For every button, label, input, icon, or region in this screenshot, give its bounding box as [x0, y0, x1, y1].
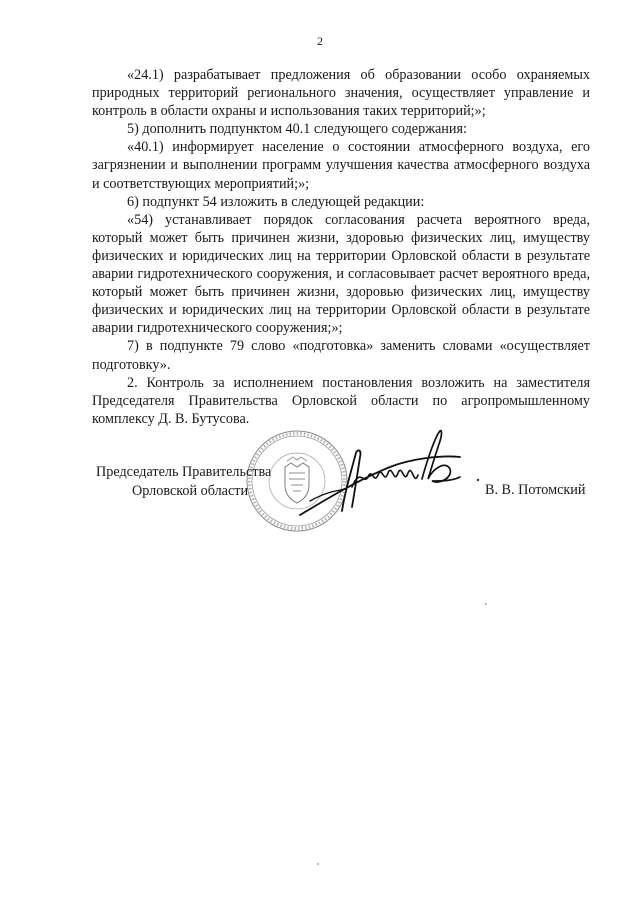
document-body — [92, 66, 590, 428]
scan-speck — [316, 862, 320, 866]
paragraph: «40.1) информирует население о состоянии атмосферного воздуха, его загрязнении и выполнении программ улучшения качества атмосферного воздуха и соответствующих мероприятий;»; — [92, 139, 590, 192]
paragraph: 2. Контроль за исполнением постановления возложить на заместителя Председателя Правительства Орловской области по агропромышленному комплексу Д. В. Бутусова. — [92, 374, 590, 427]
signatory-title-line1: Председатель Правительства — [96, 464, 272, 480]
paragraph: 6) подпункт 54 изложить в следующей редакции: — [127, 193, 425, 210]
scan-speck — [484, 602, 488, 606]
signatory-name: В. В. Потомский — [485, 482, 586, 498]
page-number: 2 — [317, 34, 323, 48]
handwritten-signature — [290, 427, 480, 527]
scan-speck — [476, 478, 480, 482]
signatory-title-line2: Орловской области — [132, 483, 249, 499]
paragraph: 7) в подпункте 79 слово «подготовка» заменить словами «осуществляет подготовку». — [92, 338, 590, 373]
paragraph: 5) дополнить подпунктом 40.1 следующего содержания: — [127, 121, 467, 138]
paragraph: «24.1) разрабатывает предложения об образовании особо охраняемых природных территорий регионального значения, осуществляет управление и контроль в области охраны и использования таких территорий;»; — [92, 67, 590, 120]
paragraph: «54) устанавливает порядок согласования расчета вероятного вреда, который может быть причинен жизни, здоровью физических лиц, имуществу физических и юридических лиц на территории Орловской области в результате аварии гидротехнического сооружения, и согласовывает расчет вероятного вреда, который может быть причинен жизни, здоровью физических лиц, имуществу физических и юридических лиц на территории Орловской области в результате аварии гидротехнического сооружения;»; — [92, 211, 590, 337]
signatory-title — [96, 463, 271, 501]
